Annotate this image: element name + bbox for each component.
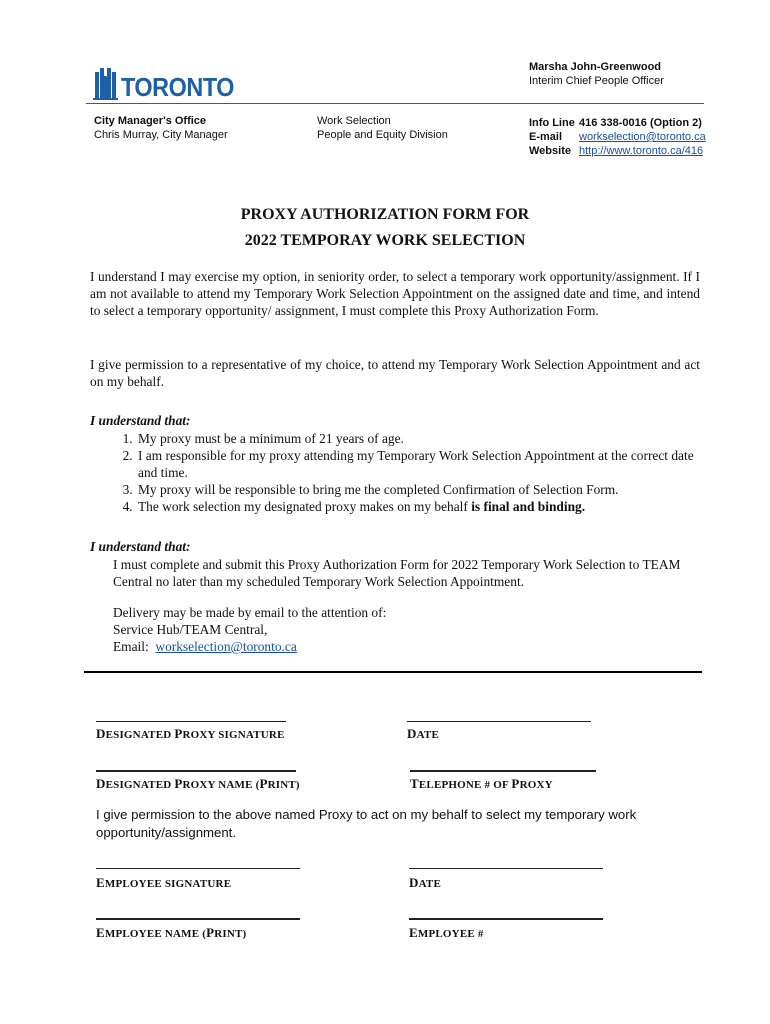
employee-number-label: EMPLOYEE # bbox=[409, 925, 484, 940]
email-link[interactable]: workselection@toronto.ca bbox=[579, 131, 706, 143]
final-binding-text: is final and binding. bbox=[471, 499, 586, 514]
officer-name: Marsha John-Greenwood bbox=[529, 61, 662, 73]
office-name: City Manager's Office bbox=[94, 115, 207, 127]
proxy-date-line[interactable] bbox=[407, 721, 591, 722]
employee-name-label: EMPLOYEE NAME (PRINT) bbox=[96, 925, 247, 940]
proxy-name-line[interactable] bbox=[96, 770, 296, 772]
contact-column bbox=[529, 116, 706, 158]
toronto-logo bbox=[93, 64, 235, 102]
section-divider bbox=[84, 671, 702, 673]
employee-date-label: DATE bbox=[409, 875, 441, 890]
employee-signature-line[interactable] bbox=[96, 868, 300, 869]
delivery-block bbox=[113, 604, 703, 655]
list-item: 1. My proxy must be a minimum of 21 years of age. bbox=[136, 430, 716, 447]
list-item: 3. My proxy will be responsible to bring me the completed Confirmation of Selection Form. bbox=[136, 481, 716, 498]
employee-number-line[interactable] bbox=[409, 918, 603, 920]
employee-date-line[interactable] bbox=[409, 868, 603, 869]
info-line-label: Info Line bbox=[529, 117, 575, 129]
list-item-text: The work selection my designated proxy makes on my behalf bbox=[138, 499, 468, 514]
intro-paragraph: I understand I may exercise my option, in seniority order, to select a temporary work opportunity/assignment. If I am not available to attend my Temporary Work Selection Appointment on the assigned date and time, and intend to select a temporary opportunity/ assignment, I must complete this Proxy Authorization Form. bbox=[90, 269, 700, 318]
office-manager: Chris Murray, City Manager bbox=[94, 129, 228, 141]
delivery-email-link[interactable]: workselection@toronto.ca bbox=[155, 639, 297, 654]
permission-paragraph: I give permission to a representative of my choice, to attend my Temporary Work Selection Appointment and act on my behalf. bbox=[90, 357, 700, 389]
program-name: Work Selection bbox=[317, 115, 391, 127]
website-label: Website bbox=[529, 145, 571, 157]
telephone-label: TELEPHONE # OF PROXY bbox=[410, 776, 553, 791]
employee-permission-text: I give permission to the above named Proxy to act on my behalf to select my temporary work opportunity/assignment. bbox=[96, 807, 637, 840]
list-item: 2. I am responsible for my proxy attending my Temporary Work Selection Appointment at the correct date and time. bbox=[136, 447, 716, 481]
header-divider bbox=[86, 103, 704, 104]
telephone-line[interactable] bbox=[410, 770, 596, 772]
logo-wordmark: TORONTO bbox=[121, 72, 235, 102]
proxy-signature-line[interactable] bbox=[96, 721, 286, 722]
info-line-value: 416 338-0016 (Option 2) bbox=[579, 117, 702, 129]
delivery-line1: Delivery may be made by email to the attention of: bbox=[113, 605, 387, 620]
email-label: E-mail bbox=[529, 131, 563, 143]
office-column bbox=[94, 114, 228, 142]
website-link[interactable]: http://www.toronto.ca/416 bbox=[579, 145, 704, 157]
delivery-email-label: Email: bbox=[113, 639, 149, 654]
employee-signature-label: EMPLOYEE SIGNATURE bbox=[96, 875, 232, 890]
understand-heading-1: I understand that: bbox=[90, 413, 191, 428]
proxy-name-label: DESIGNATED PROXY NAME (PRINT) bbox=[96, 776, 300, 791]
submission-paragraph: I must complete and submit this Proxy Authorization Form for 2022 Temporary Work Selection to TEAM Central no later than my scheduled Temporary Work Selection Appointment. bbox=[113, 557, 681, 589]
division-column bbox=[317, 114, 448, 142]
proxy-date-label: DATE bbox=[407, 726, 439, 741]
division-name: People and Equity Division bbox=[317, 129, 448, 141]
officer-title: Interim Chief People Officer bbox=[529, 75, 664, 87]
form-title-line1: PROXY AUTHORIZATION FORM FOR bbox=[240, 206, 530, 223]
delivery-line2: Service Hub/TEAM Central, bbox=[113, 622, 268, 637]
understand-heading-2: I understand that: bbox=[90, 539, 191, 554]
employee-name-line[interactable] bbox=[96, 918, 300, 920]
list-item bbox=[136, 498, 716, 515]
conditions-list bbox=[112, 430, 716, 515]
proxy-signature-label: DESIGNATED PROXY SIGNATURE bbox=[96, 726, 285, 741]
form-title-line2: 2022 TEMPORAY WORK SELECTION bbox=[244, 232, 526, 249]
